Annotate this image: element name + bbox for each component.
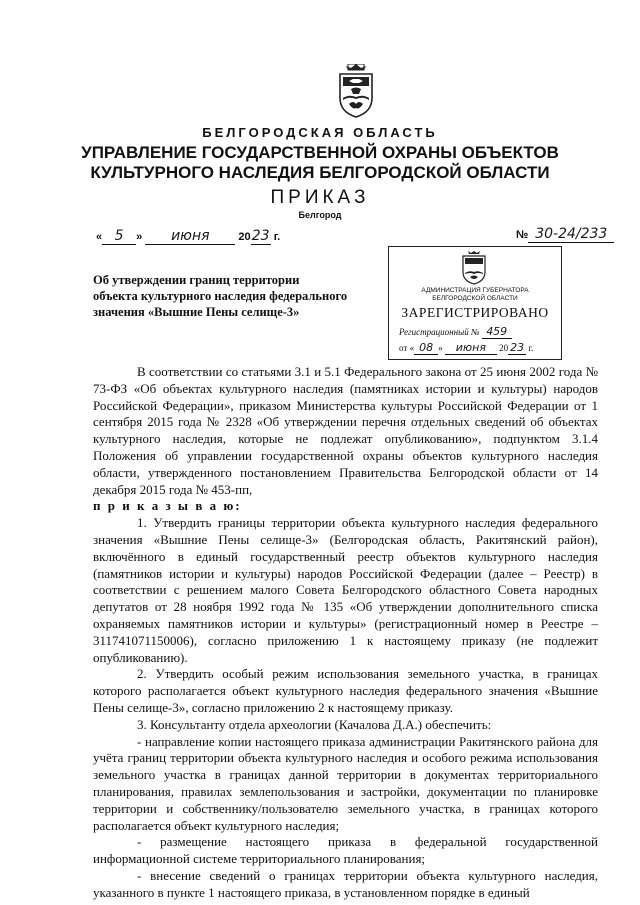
stamp-reg-label: Регистрационный № bbox=[399, 327, 480, 337]
order-item-3: 3. Консультанту отдела археологии (Качалова Д.А.) обеспечить: bbox=[137, 716, 492, 732]
order-item-3a: - направление копии настоящего приказа администрации Ракитянского района для учёта границ территории объекта культурного наследия и особого режима использования земельного участка в границах данной территории в документах территориального планирования, правилах землепользования и застройки, документации по планировке территории и собственнику/пользователю земельного участка, в границах которого располагается объект культурного наследия; bbox=[93, 733, 598, 833]
order-body bbox=[93, 364, 598, 902]
stamp-date-month: июня bbox=[445, 341, 497, 355]
subject-line-3: значения «Вышние Пены селище-3» bbox=[93, 305, 300, 319]
stamp-registration-date bbox=[399, 341, 533, 355]
city-name: Белгород bbox=[298, 210, 342, 220]
stamp-date-year-suffix: 23 bbox=[510, 341, 525, 354]
region-name: БЕЛГОРОДСКАЯ ОБЛАСТЬ bbox=[202, 125, 438, 140]
order-number bbox=[516, 226, 614, 243]
date-year-unit: г. bbox=[273, 231, 281, 243]
stamp-organization bbox=[389, 287, 561, 303]
preamble-paragraph: В соответствии со статьями 3.1 и 5.1 Федерального закона от 25 июня 2002 года № 73-ФЗ «Об объектах культурного наследия (памятниках истории и культуры) народов Российской Федерации», приказом Министерства культуры Российской Федерации от 1 сентября 2015 года № 2328 «Об утверждении перечня отдельных сведений об объектах культурного наследия, которые не подлежат опубликованию», подпунктом 3.1.4 Положения об управлении государственной охраны объектов культурного наследия области, утвержденного постановлением Правительства Белгородской области от 14 декабря 2015 года № 453-пп, bbox=[93, 364, 598, 497]
date-day: 5 bbox=[102, 228, 136, 245]
stamp-date-close: » bbox=[438, 343, 443, 353]
order-item-2: 2. Утвердить особый режим использования земельного участка, в границах которого располагается объект культурного наследия федерального значения «Вышние Пены селище-3», согласно приложению 2 к настоящему приказу. bbox=[93, 666, 598, 715]
number-value: 30-24/233 bbox=[528, 226, 614, 243]
stamp-org-line-1: АДМИНИСТРАЦИЯ ГУБЕРНАТОРА bbox=[421, 287, 529, 294]
date-year-prefix: 20 bbox=[238, 231, 251, 243]
subject-line-2: объекта культурного наследия федерального bbox=[93, 289, 348, 303]
registration-stamp bbox=[388, 246, 562, 360]
agency-name-line-2: КУЛЬТУРНОГО НАСЛЕДИЯ БЕЛГОРОДСКОЙ ОБЛАСТИ bbox=[90, 163, 550, 182]
order-subject bbox=[93, 272, 383, 320]
stamp-date-year-prefix: 20 bbox=[499, 343, 509, 353]
stamp-registration-number bbox=[399, 325, 512, 339]
order-date bbox=[96, 228, 280, 245]
order-item-3b: - размещение настоящего приказа в федеральной государственной информационной системе территориального планирования; bbox=[93, 834, 598, 867]
order-item-3c: - внесение сведений о границах территории объекта культурного наследия, указанного в пункте 1 настоящего приказа, в установленном порядке в единый bbox=[93, 867, 598, 900]
stamp-status: ЗАРЕГИСТРИРОВАНО bbox=[401, 305, 549, 320]
stamp-date-day: 08 bbox=[414, 341, 438, 355]
stamp-date-from: от « bbox=[399, 343, 415, 353]
agency-name bbox=[0, 143, 640, 183]
decree-word: п р и к а з ы в а ю: bbox=[93, 498, 242, 514]
stamp-org-line-2: БЕЛГОРОДСКОЙ ОБЛАСТИ bbox=[432, 295, 518, 302]
document-type: ПРИКАЗ bbox=[270, 187, 370, 208]
date-year-suffix: 23 bbox=[251, 228, 270, 244]
coat-of-arms-emblem bbox=[337, 64, 375, 118]
stamp-reg-number: 459 bbox=[482, 325, 512, 339]
date-month: июня bbox=[145, 228, 235, 245]
stamp-date-unit: г. bbox=[528, 343, 534, 353]
number-prefix: № bbox=[516, 229, 529, 241]
date-close-quote: » bbox=[136, 231, 143, 243]
date-open-quote: « bbox=[96, 231, 103, 243]
subject-line-1: Об утверждении границ территории bbox=[93, 273, 300, 287]
order-item-1: 1. Утвердить границы территории объекта культурного наследия федерального значения «Вышние Пены селище-3» (Белгородская область, Ракитянский район), включённого в единый государственный реестр объектов культурного наследия (памятников истории и культуры) народов Российской Федерации (далее – Реестр) в соответствии с решением малого Совета Белгородского областного Совета народных депутатов от 28 ноября 1992 года № 135 «Об утверждении дополнительного списка охраняемых памятников истории и культуры» (регистрационный номер в Реестре – 311741071150006), согласно приложению 1 к настоящему приказу (не подлежит опубликованию). bbox=[93, 515, 598, 665]
stamp-emblem-icon bbox=[461, 251, 487, 285]
agency-name-line-1: УПРАВЛЕНИЕ ГОСУДАРСТВЕННОЙ ОХРАНЫ ОБЪЕКТОВ bbox=[81, 143, 559, 162]
